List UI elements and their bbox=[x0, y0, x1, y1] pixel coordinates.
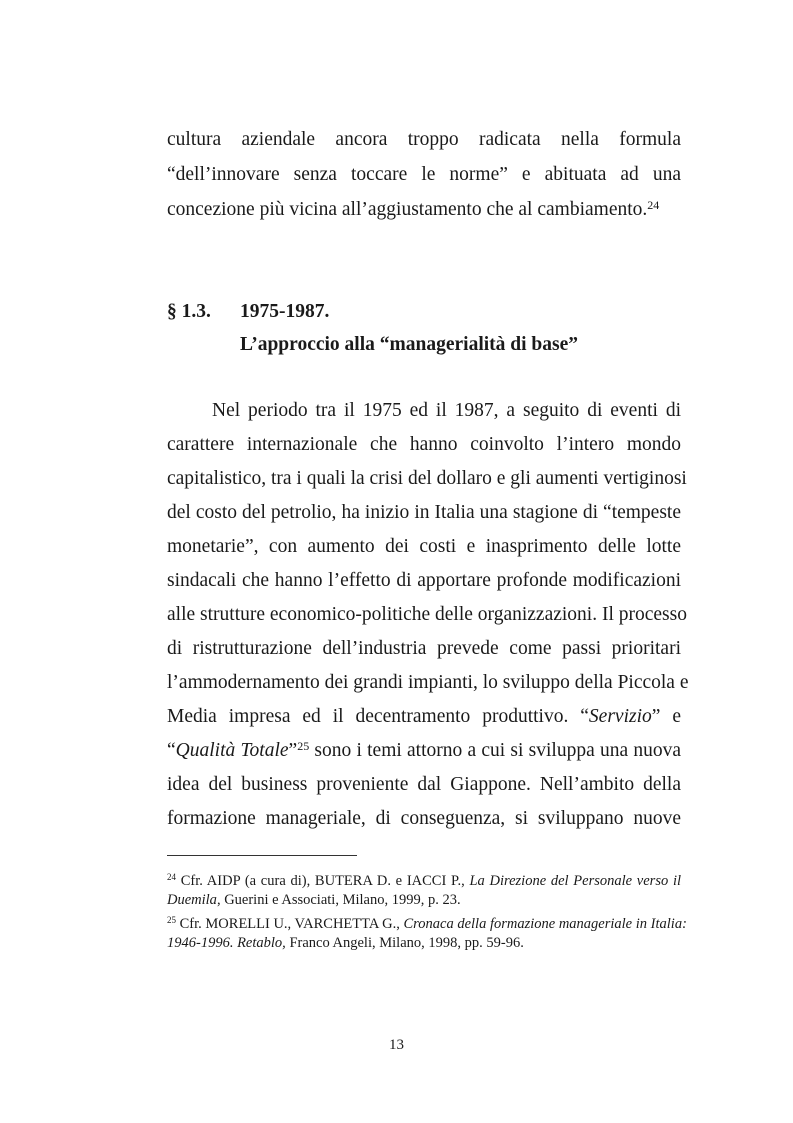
paragraph-line-10 bbox=[167, 705, 681, 729]
paragraph-line: monetarie”, con aumento dei costi e inasprimento delle lotte bbox=[167, 536, 681, 557]
paragraph-line: carattere internazionale che hanno coinvolto l’intero mondo bbox=[167, 434, 681, 455]
footnote-25-line-1 bbox=[167, 915, 687, 933]
paragraph-line-10-a: Media impresa ed il decentramento produttivo. “ bbox=[167, 706, 589, 727]
paragraph-line: Nel periodo tra il 1975 ed il 1987, a seguito di eventi di bbox=[212, 400, 681, 421]
paragraph-line: di ristrutturazione dell’industria prevede come passi prioritari bbox=[167, 638, 681, 659]
top-paragraph-line-2: “dell’innovare senza toccare le norme” e abituata ad una bbox=[167, 164, 681, 185]
paragraph-line: idea del business proveniente dal Giappone. Nell’ambito della bbox=[167, 774, 681, 795]
section-title: L’approccio alla “managerialità di base” bbox=[240, 334, 579, 355]
footnote-24-mark: 24 bbox=[167, 872, 176, 882]
footnote-25-text-b: Franco Angeli, Milano, 1998, pp. 59-96. bbox=[285, 935, 524, 951]
paragraph-line-11-d: sono i temi attorno a cui si sviluppa una nuova bbox=[309, 740, 681, 761]
paragraph-line: capitalistico, tra i quali la crisi del dollaro e gli aumenti vertiginosi bbox=[167, 468, 687, 489]
paragraph-line: del costo del petrolio, ha inizio in Italia una stagione di “tempeste bbox=[167, 502, 681, 523]
paragraph-line: formazione manageriale, di conseguenza, si sviluppano nuove bbox=[167, 808, 681, 829]
section-years: 1975-1987. bbox=[240, 301, 330, 322]
footnote-24-title-end: Duemila bbox=[167, 892, 217, 908]
qualita-totale-term: Qualità Totale bbox=[175, 740, 289, 761]
footnote-25-title-end: 1946-1996. Retablo, bbox=[167, 935, 286, 951]
footnote-25-text-a: Cfr. MORELLI U., VARCHETTA G., bbox=[176, 916, 404, 932]
paragraph-line: sindacali che hanno l’effetto di apportare profonde modificazioni bbox=[167, 570, 681, 591]
footnote-24-line-2 bbox=[167, 891, 681, 909]
footnote-25-line-2 bbox=[167, 934, 681, 952]
footnote-24-title: La Direzione del Personale verso il bbox=[469, 873, 681, 889]
footnote-25-title: Cronaca della formazione manageriale in Italia: bbox=[403, 916, 687, 932]
top-paragraph-line-3-text: concezione più vicina all’aggiustamento che al cambiamento. bbox=[167, 199, 648, 220]
footnote-24-line-1 bbox=[167, 872, 681, 890]
paragraph-line-11-c: ” bbox=[288, 740, 298, 761]
footnote-25-mark: 25 bbox=[167, 915, 176, 925]
paragraph-line-11 bbox=[167, 739, 681, 763]
paragraph-line: alle strutture economico-politiche delle organizzazioni. Il processo bbox=[167, 604, 687, 625]
paragraph-line-11-a: “ bbox=[167, 740, 176, 761]
footnote-24-text-b: , Guerini e Associati, Milano, 1999, p. 23. bbox=[216, 892, 461, 908]
paragraph-line: l’ammodernamento dei grandi impianti, lo sviluppo della Piccola e bbox=[167, 672, 689, 693]
footnote-ref-24[interactable]: 24 bbox=[647, 198, 660, 212]
servizio-term: Servizio bbox=[588, 706, 652, 727]
page-number: 13 bbox=[389, 1037, 404, 1053]
footnote-24-text-a: Cfr. AIDP (a cura di), BUTERA D. e IACCI P., bbox=[176, 873, 470, 889]
footnote-separator bbox=[167, 855, 357, 856]
paragraph-line-10-c: ” e bbox=[651, 706, 681, 727]
section-number: § 1.3. bbox=[167, 301, 211, 322]
footnote-ref-25[interactable]: 25 bbox=[297, 739, 310, 753]
top-paragraph-line-1: cultura aziendale ancora troppo radicata nella formula bbox=[167, 129, 681, 150]
top-paragraph-line-3 bbox=[167, 198, 681, 222]
